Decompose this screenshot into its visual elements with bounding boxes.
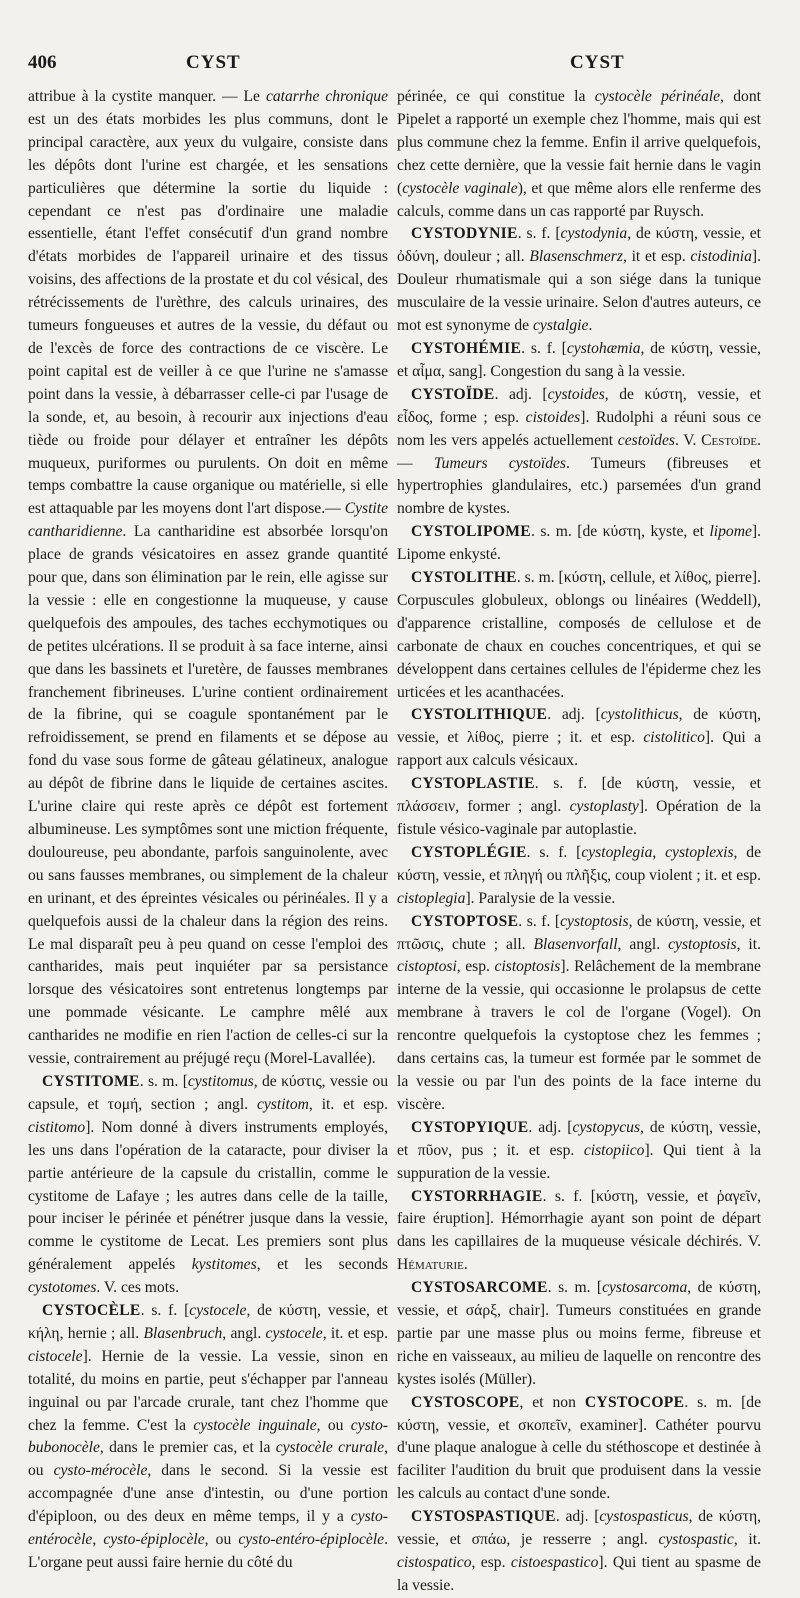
entry-cystoplegie: CYSTOPLÉGIE. s. f. [cystoplegia, cystoplexis, de κύστη, vessie, et πληγή ou πλῆξις, coup violent ; it. et esp. cistoplegia]. Paralysie de la vessie. xyxy=(397,843,762,907)
cystocele-continuation: périnée, ce qui constitue la cystocèle périnéale, dont Pipelet a rapporté un exemple chez l'homme, mais qui est plus commune chez la femme. Enfin il arrive quelquefois, chez cette dernière, que la vessie fait hernie dans le vagin (cystocèle vaginale), et que même alors elle renferme des calculs, comme dans un cas rapporté par Ruysch. xyxy=(397,88,762,220)
headword: CYSTOCOPE xyxy=(584,1393,685,1411)
entry-cystorrhagie: CYSTORRHAGIE. s. f. [κύστη, vessie, et ῥαγεῖν, faire éruption]. Hémorrhagie ayant son point de départ dans les capillaires de la muqueuse vésicale déchirés. V. Hématurie. xyxy=(397,1187,761,1274)
entry-cystocele: CYSTOCÈLE. s. f. [cystocele, de κύστη, vessie, et κήλη, hernie ; all. Blasenbruch, angl. cystocele, it. et esp. cistocele]. Hernie de la vessie. La vessie, sinon en totalité, du moins en partie, peut s'échapper par l'anneau inguinal ou par l'arcade crurale, tant chez l'homme que chez la femme. C'est la cystocèle inguinale, ou cysto-bubonocèle, dans le premier cas, et la cystocèle crurale, ou cysto-mérocèle, dans le second. Si la vessie est accompagnée d'une anse d'intestin, ou d'une portion d'épiploon, ou des deux en même temps, il y a cysto-entérocèle, cysto-épiplocèle, ou cysto-entéro-épiplocèle. L'organe peut aussi faire hernie du côté du xyxy=(28,1302,388,1571)
entry-cystoide: CYSTOÏDE. adj. [cystoides, de κύστη, vessie, et εἶδος, forme ; esp. cistoides]. Rudolphi a réuni sous ce nom les vers appelés actuellement cestoïdes. V. Cestoïde. — Tumeurs cystoïdes. Tumeurs (fibreuses et hypertrophies glandulaires, etc.) parsemées d'un grand nombre de kystes. xyxy=(397,385,762,518)
entry-cystitome: CYSTITOME. s. m. [cystitomus, de κύστις, vessie ou capsule, et τομή, section ; angl. cystitom, it. et esp. cistitomo]. Nom donné à divers instruments employés, les uns dans l'opération de la cataracte, pour diviser la partie antérieure de la capsule du cristallin, comme le cystitome de Lafaye ; les autres dans celle de la taille, pour inciser le périnée et pénétrer jusque dans la vessie, comme le cystitome de Lecat. Les premiers sont plus généralement appelés kystitomes, et les seconds cystotomes. V. ces mots. xyxy=(28,1072,388,1297)
headword: CYSTOSARCOME xyxy=(411,1279,548,1297)
headword: CYSTOSCOPE xyxy=(411,1393,520,1411)
headword: CYSTOLITHE xyxy=(411,569,517,587)
right-column xyxy=(397,86,762,1594)
headword: CYSTOLITHIQUE xyxy=(411,706,548,724)
headword: CYSTORRHAGIE xyxy=(411,1187,543,1205)
left-column xyxy=(28,86,388,1571)
entry-cystoscope: CYSTOSCOPE, et non CYSTOCOPE. s. m. [de κύστη, vessie, et σκοπεῖν, examiner]. Cathéter pourvu d'une plaque analogue à celle du stéthoscope et destinée à faciliter l'audition du bruit que produisent dans la vessie les calculs au contact d'une sonde. xyxy=(397,1393,761,1503)
headword: CYSTOPLÉGIE xyxy=(411,843,527,861)
headword: CYSTOSPASTIQUE xyxy=(411,1508,556,1526)
cystite-continuation: attribue à la cystite manquer. — Le catarrhe chronique est un des états morbides les plus communs, dont le principal caractère, aux yeux du vulgaire, consiste dans les dépôts dont l'urine est chargée, et les sensations particulières que détermine la sortie du liquide : cependant ce n'est pas d'ordinaire une maladie essentielle, étant l'effet consécutif d'un grand nombre d'états morbides de l'appareil urinaire et des tissus voisins, des affections de la prostate et du col vésical, des rétrécissements de l'urèthre, des calculs urinaires, des tumeurs fongueuses et autres de la vessie, du défaut ou de l'excès de force des contractions de ce viscère. Le point capital est de veiller à ce que l'urine ne s'amasse point dans la vessie, à débarrasser celle-ci par l'usage de la sonde, et, au besoin, à recourir aux injections d'eau tiède ou froide pour délayer et entraîner les dépôts muqueux, puriformes ou purulents. On doit en même temps combattre la cause organique ou matérielle, si elle est attaquable par les moyens dont l'art dispose.— Cystite cantharidienne. La cantharidine est absorbée lorsqu'on place de grands vésicatoires en assez grande quantité pour que, dans son élimination par le rein, elle agisse sur la vessie : elle en congestionne la muqueuse, y cause quelquefois des ampoules, des taches ecchymotiques ou de petites ulcérations. Il se produit à sa face interne, ainsi que dans les bassinets et l'uretère, de fausses membranes franchement fibrineuses. L'urine contient ordinairement de la fibrine, qui se coagule spontanément par le refroidissement, se prend en filaments et se dépose au fond du vase sous forme de gâteau gélatineux, analogue au dépôt de fibrine dans le liquide de certaines ascites. L'urine claire qui reste après ce dépôt est fortement albumineuse. Les symptômes sont une miction fréquente, douloureuse, peu abondante, parfois sanguinolente, avec ou sans fausses membranes, ou simplement de la chaleur en urinant, et des épreintes vésicales ou périnéales. Il y a quelquefois aussi de la chaleur dans la région des reins. Le mal disparaît peu à peu quand on cesse l'emploi des cantharides, mais peut inquiéter par sa persistance lorsque des vésicatoires sont entretenus longtemps par une pommade vésicante. Le camphre mêlé aux cantharides ne modifie en rien l'action de celles-ci sur la vessie, contrairement au préjugé reçu (Morel-Lavallée). xyxy=(28,88,388,1068)
entry-cystospastique: CYSTOSPASTIQUE. adj. [cystospasticus, de κύστη, vessie, et σπάω, je resserre ; angl. cystospastic, it. cistospatico, esp. cistoespastico]. Qui tient au spasme de la vessie. xyxy=(397,1508,761,1594)
entry-cystopyique: CYSTOPYIQUE. adj. [cystopycus, de κύστη, vessie, et πῦον, pus ; it. et esp. cistopiico]. Qui tient à la suppuration de la vessie. xyxy=(397,1118,761,1182)
headword: CYSTOPTOSE xyxy=(411,912,519,930)
headword: CYSTITOME xyxy=(42,1072,140,1090)
running-head-left: CYST xyxy=(186,52,241,73)
entry-cystolithique: CYSTOLITHIQUE. adj. [cystolithicus, de κύστη, vessie, et λίθος, pierre ; it. et esp. cistolitico]. Qui a rapport aux calculs vésicaux. xyxy=(397,706,762,770)
entry-cystolipome: CYSTOLIPOME. s. m. [de κύστη, kyste, et lipome]. Lipome enkysté. xyxy=(397,523,761,564)
headword: CYSTOÏDE xyxy=(411,385,495,403)
headword: CYSTOLIPOME xyxy=(411,523,531,541)
entry-cystohemie: CYSTOHÉMIE. s. f. [cystohæmia, de κύστη, vessie, et αἷμα, sang]. Congestion du sang à la vessie. xyxy=(397,339,761,380)
headword: CYSTOHÉMIE xyxy=(411,339,522,357)
page-number: 406 xyxy=(28,52,57,73)
entry-cystoptose: CYSTOPTOSE. s. f. [cystoptosis, de κύστη, vessie, et πτῶσις, chute ; all. Blasenvorfall, angl. cystoptosis, it. cistoptosi, esp. cistoptosis]. Relâchement de la membrane interne de la vessie, qui occasionne le prolapsus de cette membrane à travers le col de l'organe (Vogel). On rencontre quelquefois la cystoptose chez les femmes ; dans certains cas, la tumeur est formée par le sommet de la vessie ou par l'un des points de la face interne du viscère. xyxy=(397,912,761,1113)
headword: CYSTOPYIQUE xyxy=(411,1118,529,1136)
headword: CYSTODYNIE xyxy=(411,225,518,243)
binding-shadow xyxy=(766,600,774,760)
entry-cystosarcome: CYSTOSARCOME. s. m. [cystosarcoma, de κύστη, vessie, et σάρξ, chair]. Tumeurs constituées en grande partie par une masse plus ou moins ferme, fibreuse et riche en vaisseaux, au milieu de laquelle on rencontre des kystes isolés (Müller). xyxy=(397,1279,761,1388)
running-head-right: CYST xyxy=(570,52,625,73)
entry-cystoplastie: CYSTOPLASTIE. s. f. [de κύστη, vessie, et πλάσσειν, former ; angl. cystoplasty]. Opération de la fistule vésico-vaginale par autoplastie. xyxy=(397,775,761,838)
entry-cystolithe: CYSTOLITHE. s. m. [κύστη, cellule, et λίθος, pierre]. Corpuscules globuleux, oblongs ou linéaires (Weddell), d'apparence cristalline, composés de cellulose et de carbonate de chaux en couches concentriques, et qui se développent dans certaines cellules de l'épiderme chez les urticées et les acanthacées. xyxy=(397,569,761,701)
headword: CYSTOCÈLE xyxy=(42,1302,141,1320)
page-header xyxy=(28,52,782,82)
headword: CYSTOPLASTIE xyxy=(411,775,535,793)
entry-cystodynie: CYSTODYNIE. s. f. [cystodynia, de κύστη, vessie, et ὀδύνη, douleur ; all. Blasenschmerz, it et esp. cistodinia]. Douleur rhumatismale qui a son siége dans la tunique musculaire de la vessie urinaire. Selon d'autres auteurs, ce mot est synonyme de cystalgie. xyxy=(397,225,761,335)
